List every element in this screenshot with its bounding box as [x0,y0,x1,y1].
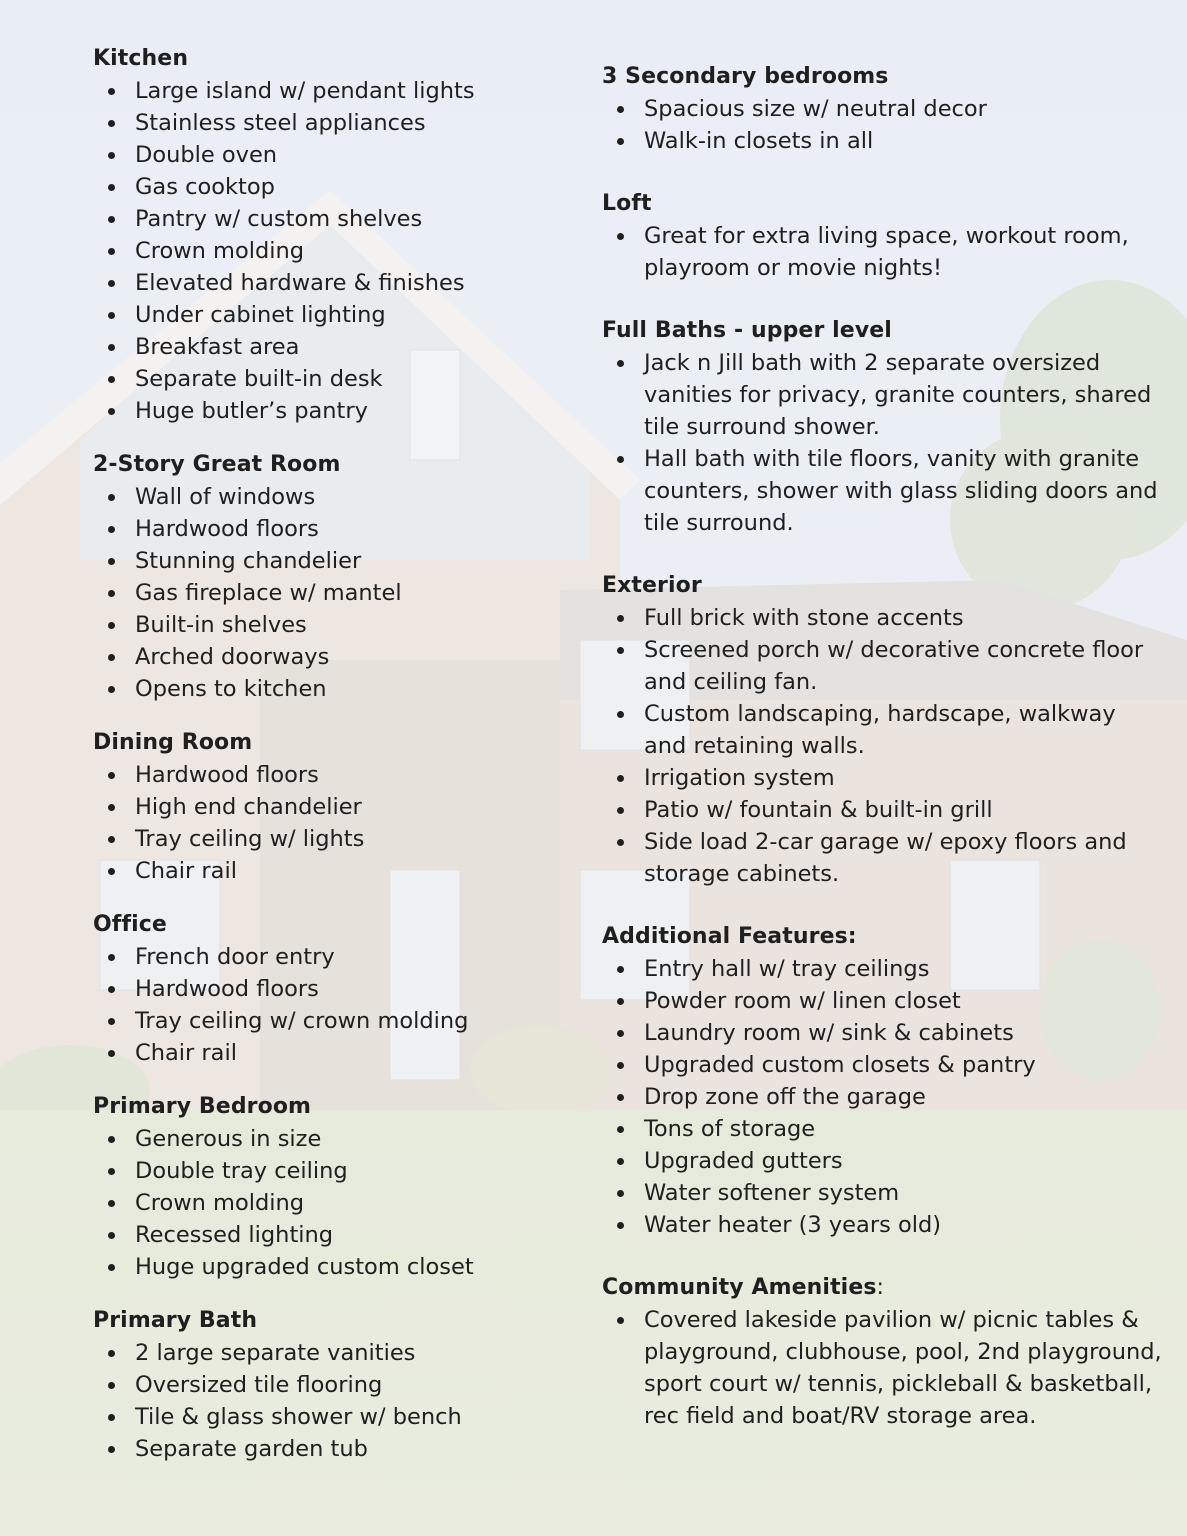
list-item: Hardwood floors [93,759,573,791]
feature-list [93,1337,573,1465]
list-item: Tray ceiling w/ lights [93,823,573,855]
feature-list [602,953,1162,1241]
section-community-amenities [602,1272,1162,1432]
section-heading: Exterior [602,573,702,598]
list-item: Upgraded custom closets & pantry [602,1049,1162,1081]
section-full-baths [602,315,1162,539]
section-dining-room [93,727,573,887]
list-item: Water softener system [602,1177,1162,1209]
section-heading: Additional Features: [602,924,857,949]
list-item: Hall bath with tile floors, vanity with granite counters, shower with glass sliding doors and tile surround. [602,443,1162,539]
section-heading [602,1272,1162,1304]
list-item: Walk-in closets in all [602,125,1162,157]
list-item: Water heater (3 years old) [602,1209,1162,1241]
list-item: Arched doorways [93,641,573,673]
list-item: Irrigation system [602,762,1162,794]
list-item: Hardwood floors [93,513,573,545]
list-item: Tray ceiling w/ crown molding [93,1005,573,1037]
section-heading: Dining Room [93,730,253,755]
feature-list [93,1123,573,1283]
list-item: Upgraded gutters [602,1145,1162,1177]
feature-list [93,941,573,1069]
list-item: Chair rail [93,855,573,887]
list-item: Opens to kitchen [93,673,573,705]
list-item: Patio w/ fountain & built-in grill [602,794,1162,826]
list-item: Built-in shelves [93,609,573,641]
list-item: Pantry w/ custom shelves [93,203,573,235]
section-heading: 2-Story Great Room [93,452,341,477]
list-item: Recessed lighting [93,1219,573,1251]
section-loft [602,188,1162,284]
list-item: Huge upgraded custom closet [93,1251,573,1283]
list-item: Stainless steel appliances [93,107,573,139]
section-great-room [93,449,573,705]
heading-text: Community Amenities [602,1275,877,1300]
list-item: Separate garden tub [93,1433,573,1465]
list-item: Laundry room w/ sink & cabinets [602,1017,1162,1049]
list-item: Great for extra living space, workout room, playroom or movie nights! [602,220,1162,284]
list-item: Jack n Jill bath with 2 separate oversized vanities for privacy, granite counters, shared tile surround shower. [602,347,1162,443]
section-heading: Full Baths - upper level [602,318,892,343]
list-item: Double tray ceiling [93,1155,573,1187]
list-item: 2 large separate vanities [93,1337,573,1369]
feature-list [602,347,1162,539]
list-item: Entry hall w/ tray ceilings [602,953,1162,985]
list-item: Tons of storage [602,1113,1162,1145]
list-item: Custom landscaping, hardscape, walkway and retaining walls. [602,698,1162,762]
heading-colon: : [876,1275,885,1300]
feature-list [93,75,573,427]
section-heading: Kitchen [93,46,189,71]
list-item: Tile & glass shower w/ bench [93,1401,573,1433]
section-office [93,909,573,1069]
list-item: Stunning chandelier [93,545,573,577]
list-item: Huge butler’s pantry [93,395,573,427]
list-item: Generous in size [93,1123,573,1155]
list-item: Chair rail [93,1037,573,1069]
list-item: Oversized tile flooring [93,1369,573,1401]
feature-list [602,1304,1162,1432]
list-item: Separate built-in desk [93,363,573,395]
list-item: Covered lakeside pavilion w/ picnic tables & playground, clubhouse, pool, 2nd playground, sport court w/ tennis, pickleball & basketball, rec field and boat/RV storage area. [602,1304,1162,1432]
list-item: Screened porch w/ decorative concrete floor and ceiling fan. [602,634,1162,698]
list-item: Double oven [93,139,573,171]
section-heading: Primary Bedroom [93,1094,312,1119]
list-item: Side load 2-car garage w/ epoxy floors and storage cabinets. [602,826,1162,890]
section-kitchen [93,43,573,427]
section-heading: Office [93,912,167,937]
list-item: Powder room w/ linen closet [602,985,1162,1017]
section-primary-bath [93,1305,573,1465]
list-item: Large island w/ pendant lights [93,75,573,107]
list-item: Hardwood floors [93,973,573,1005]
section-additional-features [602,921,1162,1241]
list-item: Gas cooktop [93,171,573,203]
list-item: Breakfast area [93,331,573,363]
list-item: French door entry [93,941,573,973]
section-heading: Primary Bath [93,1308,258,1333]
right-column [602,61,1162,1463]
list-item: Elevated hardware & finishes [93,267,573,299]
list-item: Gas fireplace w/ mantel [93,577,573,609]
feature-list [93,759,573,887]
feature-list [602,220,1162,284]
list-item: Wall of windows [93,481,573,513]
section-heading: Loft [602,191,652,216]
feature-list [602,93,1162,157]
section-heading: 3 Secondary bedrooms [602,64,889,89]
feature-list [93,481,573,705]
list-item: Full brick with stone accents [602,602,1162,634]
list-item: High end chandelier [93,791,573,823]
list-item: Spacious size w/ neutral decor [602,93,1162,125]
section-primary-bedroom [93,1091,573,1283]
list-item: Drop zone off the garage [602,1081,1162,1113]
left-column [93,43,573,1487]
section-secondary-bedrooms [602,61,1162,157]
feature-list [602,602,1162,890]
list-item: Crown molding [93,1187,573,1219]
list-item: Under cabinet lighting [93,299,573,331]
section-exterior [602,570,1162,890]
list-item: Crown molding [93,235,573,267]
